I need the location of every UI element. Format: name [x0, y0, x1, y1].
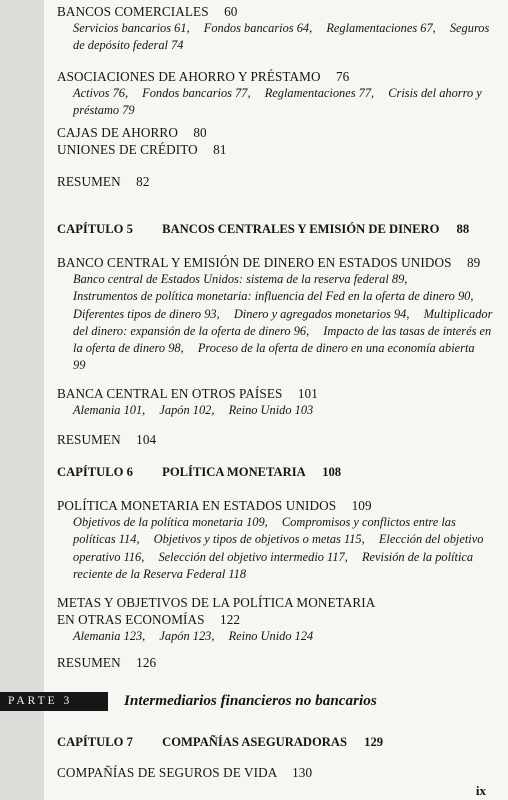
- section-page: 130: [292, 765, 313, 780]
- subentry: Fondos bancarios 64,: [203, 21, 313, 35]
- section-title: UNIONES DE CRÉDITO: [57, 142, 198, 157]
- chapter-title: COMPAÑÍAS ASEGURADORAS: [162, 735, 347, 749]
- subentry: Instrumentos de política monetaria: influencia del Fed en la oferta de dinero 90,: [73, 289, 474, 304]
- section-title: RESUMEN: [57, 174, 121, 189]
- subentry: Seguros de depósito federal 74: [73, 21, 490, 53]
- toc-section-banca-otros: [57, 385, 500, 419]
- chapter-title: BANCOS CENTRALES Y EMISIÓN DE DINERO: [162, 222, 440, 236]
- chapter-number: CAPÍTULO 6: [57, 465, 133, 479]
- subentry: Elección del objetivo operativo 116,: [73, 532, 484, 564]
- subentry: Impacto de las tasas de interés en la oferta de dinero 98,: [73, 323, 492, 356]
- chapter-page: 108: [322, 465, 342, 479]
- section-subentries: [57, 85, 500, 120]
- section-title: RESUMEN: [57, 655, 121, 670]
- toc-resumen: [57, 431, 500, 448]
- toc-section-seguros-vida: [57, 764, 500, 781]
- section-page: 104: [136, 432, 157, 447]
- subentry: Selección del objetivo intermedio 117,: [158, 549, 348, 564]
- subentry: Proceso de la oferta de dinero en una economía abierta 99: [73, 341, 475, 373]
- section-title: BANCO CENTRAL Y EMISIÓN DE DINERO EN ESTADOS UNIDOS: [57, 255, 452, 270]
- subentry: Objetivos y tipos de objetivos o metas 115,: [153, 532, 365, 547]
- chapter-page: 88: [456, 222, 470, 236]
- subentry: Activos 76,: [73, 86, 129, 100]
- subentry: Dinero y agregados monetarios 94,: [233, 306, 410, 321]
- subentry: Reino Unido 124: [228, 629, 314, 643]
- section-subentries: [57, 628, 500, 645]
- part-title: Intermediarios financieros no bancarios: [124, 692, 377, 709]
- chapter-heading-5: [57, 221, 500, 238]
- subentry: Reglamentaciones 77,: [264, 86, 375, 100]
- subentry: Alemania 101,: [73, 403, 146, 417]
- chapter-heading-7: [57, 734, 500, 751]
- section-page: 101: [297, 386, 318, 401]
- section-subentries: [57, 514, 500, 583]
- chapter-number: CAPÍTULO 5: [57, 222, 133, 236]
- subentry: Compromisos y conflictos entre las políticas 114,: [73, 515, 456, 547]
- section-title-line2: EN OTRAS ECONOMÍAS: [57, 612, 205, 627]
- part-label: PARTE 3: [0, 692, 108, 711]
- subentry: Japón 123,: [159, 629, 215, 643]
- page-number: ix: [475, 783, 486, 798]
- section-page: 89: [466, 255, 481, 270]
- section-title: RESUMEN: [57, 432, 121, 447]
- toc-section-cajas: [57, 124, 500, 158]
- toc-section-metas: [57, 594, 500, 645]
- toc-section-politica-eu: [57, 497, 500, 583]
- section-title: ASOCIACIONES DE AHORRO Y PRÉSTAMO: [57, 69, 321, 84]
- section-title: POLÍTICA MONETARIA EN ESTADOS UNIDOS: [57, 498, 337, 513]
- subentry: Diferentes tipos de dinero 93,: [73, 306, 220, 321]
- section-title: BANCA CENTRAL EN OTROS PAÍSES: [57, 386, 283, 401]
- section-title: CAJAS DE AHORRO: [57, 125, 178, 140]
- subentry: Banco central de Estados Unidos: sistema de la reserva federal 89,: [73, 272, 408, 286]
- chapter-title: POLÍTICA MONETARIA: [162, 465, 306, 479]
- chapter-page: 129: [364, 735, 384, 749]
- chapter-number: CAPÍTULO 7: [57, 735, 133, 749]
- section-page: 80: [193, 125, 207, 140]
- subentry: Objetivos de la política monetaria 109,: [73, 515, 268, 529]
- section-subentries: [57, 20, 500, 55]
- section-page: 82: [136, 174, 150, 189]
- toc-section-banco-central: [57, 254, 500, 375]
- section-title: COMPAÑÍAS DE SEGUROS DE VIDA: [57, 765, 277, 780]
- toc-section-uniones: [57, 141, 500, 158]
- subentry: Reglamentaciones 67,: [326, 21, 436, 35]
- toc-section-bancos-comerciales: [57, 3, 500, 55]
- toc-resumen: [57, 173, 500, 190]
- subentry: Alemania 123,: [73, 629, 146, 643]
- section-page: 122: [220, 612, 241, 627]
- section-page: 60: [224, 4, 238, 19]
- subentry: Servicios bancarios 61,: [73, 21, 190, 35]
- toc-resumen: [57, 654, 500, 671]
- section-page: 76: [335, 69, 350, 84]
- chapter-heading-6: [57, 464, 500, 481]
- toc-section-asociaciones: [57, 68, 500, 120]
- section-page: 81: [213, 142, 227, 157]
- subentry: Reino Unido 103: [228, 403, 314, 417]
- subentry: Revisión de la política reciente de la Reserva Federal 118: [73, 549, 474, 581]
- section-page: 109: [351, 498, 372, 513]
- section-title: BANCOS COMERCIALES: [57, 4, 209, 19]
- subentry: Japón 102,: [159, 403, 215, 417]
- subentry: Fondos bancarios 77,: [142, 86, 251, 100]
- subentry: Multiplicador del dinero: expansión de la oferta de dinero 96,: [73, 306, 493, 338]
- section-title-line1: METAS Y OBJETIVOS DE LA POLÍTICA MONETARIA: [57, 595, 376, 610]
- section-subentries: [57, 402, 500, 419]
- section-page: 126: [136, 655, 157, 670]
- section-subentries: [57, 271, 500, 375]
- subentry: Crisis del ahorro y préstamo 79: [73, 86, 482, 118]
